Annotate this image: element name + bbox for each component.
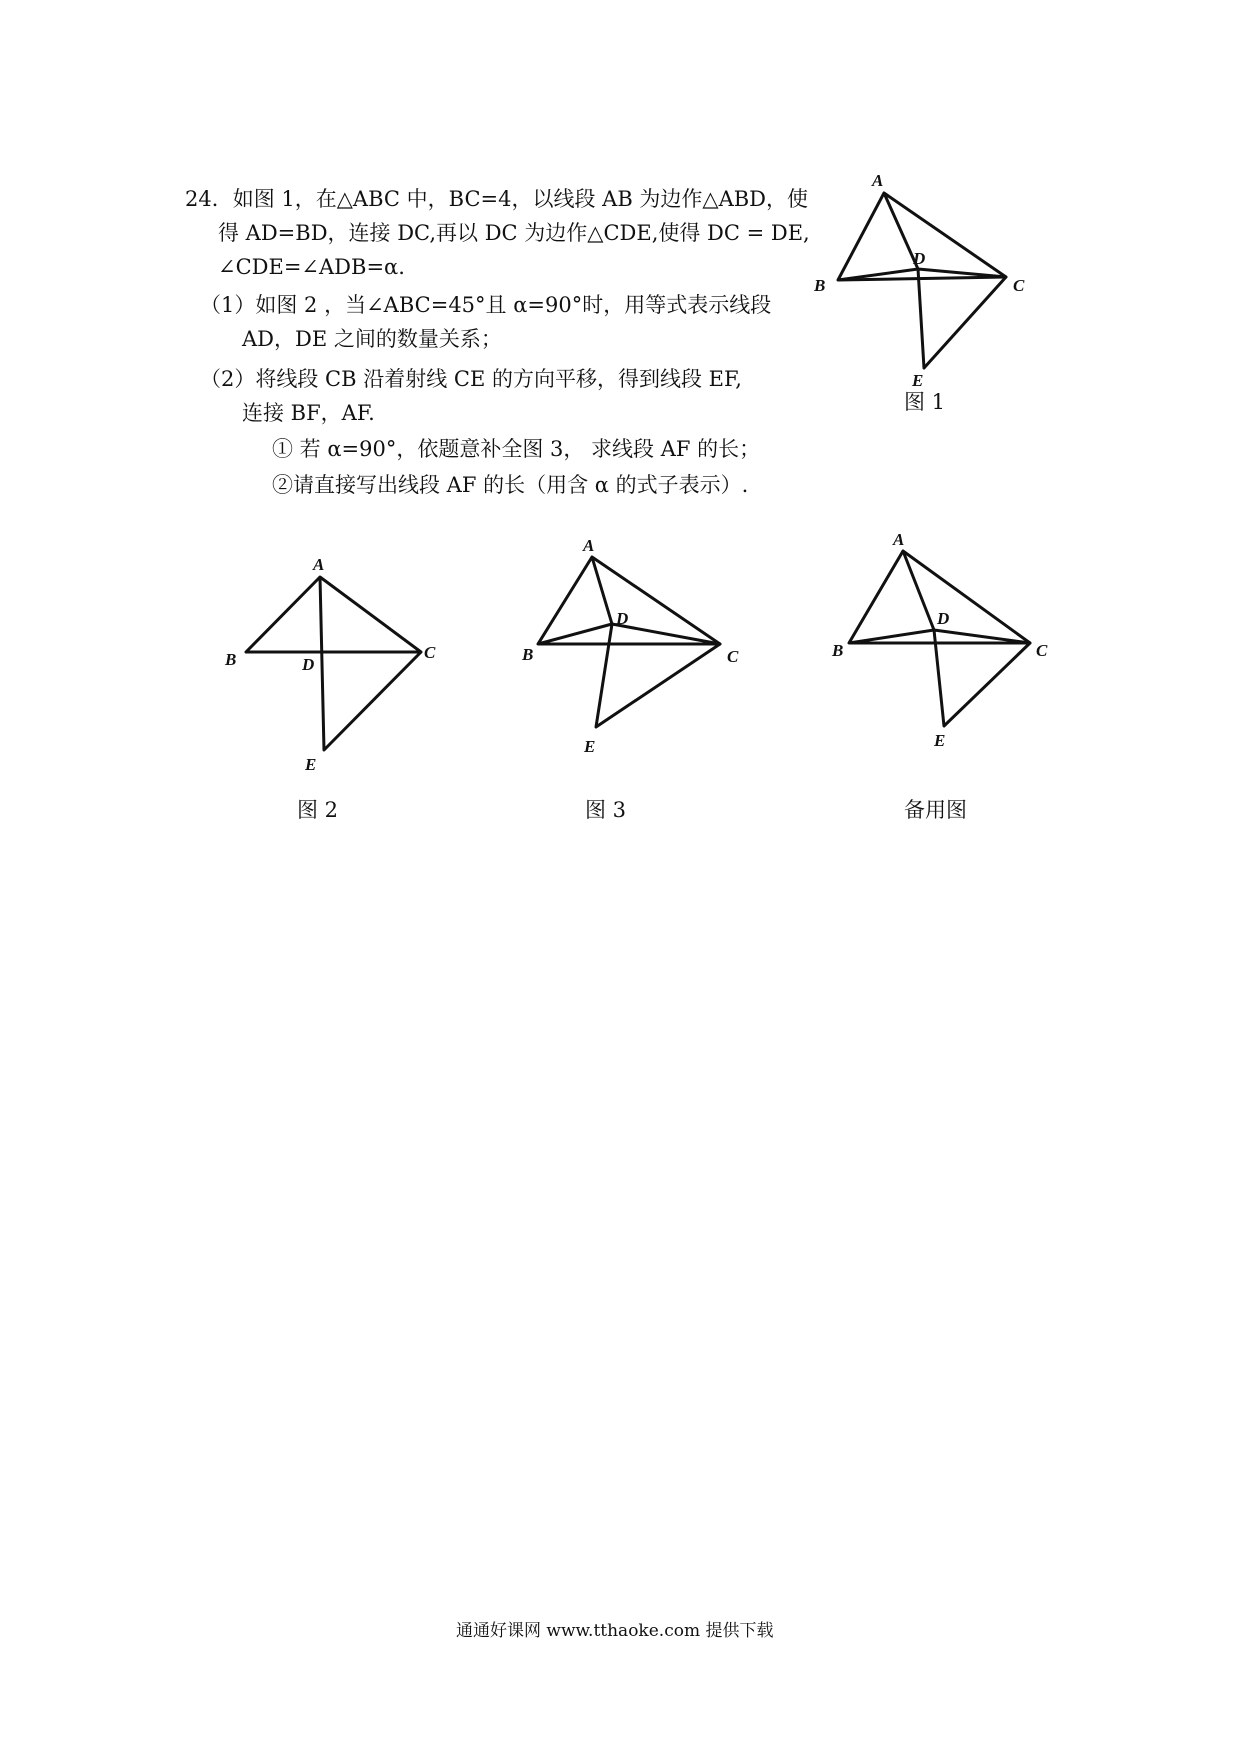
question-1-line-2: AD，DE 之间的数量关系； bbox=[242, 327, 502, 351]
fig1-caption: 图 1 bbox=[904, 390, 946, 414]
question-2-sub-1: ① 若 α=90°，依题意补全图 3， 求线段 AF 的长； bbox=[272, 437, 761, 461]
fig1-label-e: E bbox=[912, 371, 924, 390]
spare-label-a: A bbox=[893, 530, 905, 549]
problem-line-3: ∠CDE=∠ADB=α. bbox=[218, 255, 405, 279]
spare-label-d: D bbox=[937, 609, 950, 628]
fig1-label-d: D bbox=[913, 249, 926, 268]
fig2-label-a: A bbox=[313, 555, 325, 574]
fig3-label-b: B bbox=[522, 645, 534, 664]
question-2-line-2: 连接 BF，AF. bbox=[242, 401, 375, 425]
fig3-caption: 图 3 bbox=[585, 798, 627, 822]
spare-label-b: B bbox=[832, 641, 844, 660]
fig3-label-d: D bbox=[616, 609, 629, 628]
fig1-label-c: C bbox=[1013, 276, 1025, 295]
fig2-label-c: C bbox=[424, 643, 436, 662]
fig2-label-e: E bbox=[305, 755, 317, 774]
fig2-caption: 图 2 bbox=[297, 798, 339, 822]
spare-label-e: E bbox=[934, 731, 946, 750]
fig3-label-c: C bbox=[727, 647, 739, 666]
spare-caption: 备用图 bbox=[904, 798, 967, 822]
fig3-label-a: A bbox=[583, 536, 595, 555]
question-1-line-1: （1）如图 2 ，当∠ABC=45°且 α=90°时，用等式表示线段 bbox=[200, 293, 772, 317]
question-2-line-1: （2）将线段 CB 沿着射线 CE 的方向平移，得到线段 EF, bbox=[200, 367, 742, 391]
fig2-label-d: D bbox=[302, 655, 315, 674]
page-footer: 通通好课网 www.tthaoke.com 提供下载 bbox=[456, 1621, 774, 1641]
fig1-label-b: B bbox=[814, 276, 826, 295]
fig1-label-a: A bbox=[872, 171, 884, 190]
spare-label-c: C bbox=[1036, 641, 1048, 660]
spare-triangle-abc bbox=[849, 551, 1030, 643]
question-2-sub-2: ②请直接写出线段 AF 的长（用含 α 的式子表示）. bbox=[272, 473, 749, 497]
fig3-label-e: E bbox=[584, 737, 596, 756]
problem-line-2: 得 AD=BD，连接 DC,再以 DC 为边作△CDE,使得 DC = DE, bbox=[218, 221, 810, 245]
problem-line-1: 24．如图 1，在△ABC 中，BC=4，以线段 AB 为边作△ABD，使 bbox=[185, 187, 809, 211]
fig2-label-b: B bbox=[225, 650, 237, 669]
